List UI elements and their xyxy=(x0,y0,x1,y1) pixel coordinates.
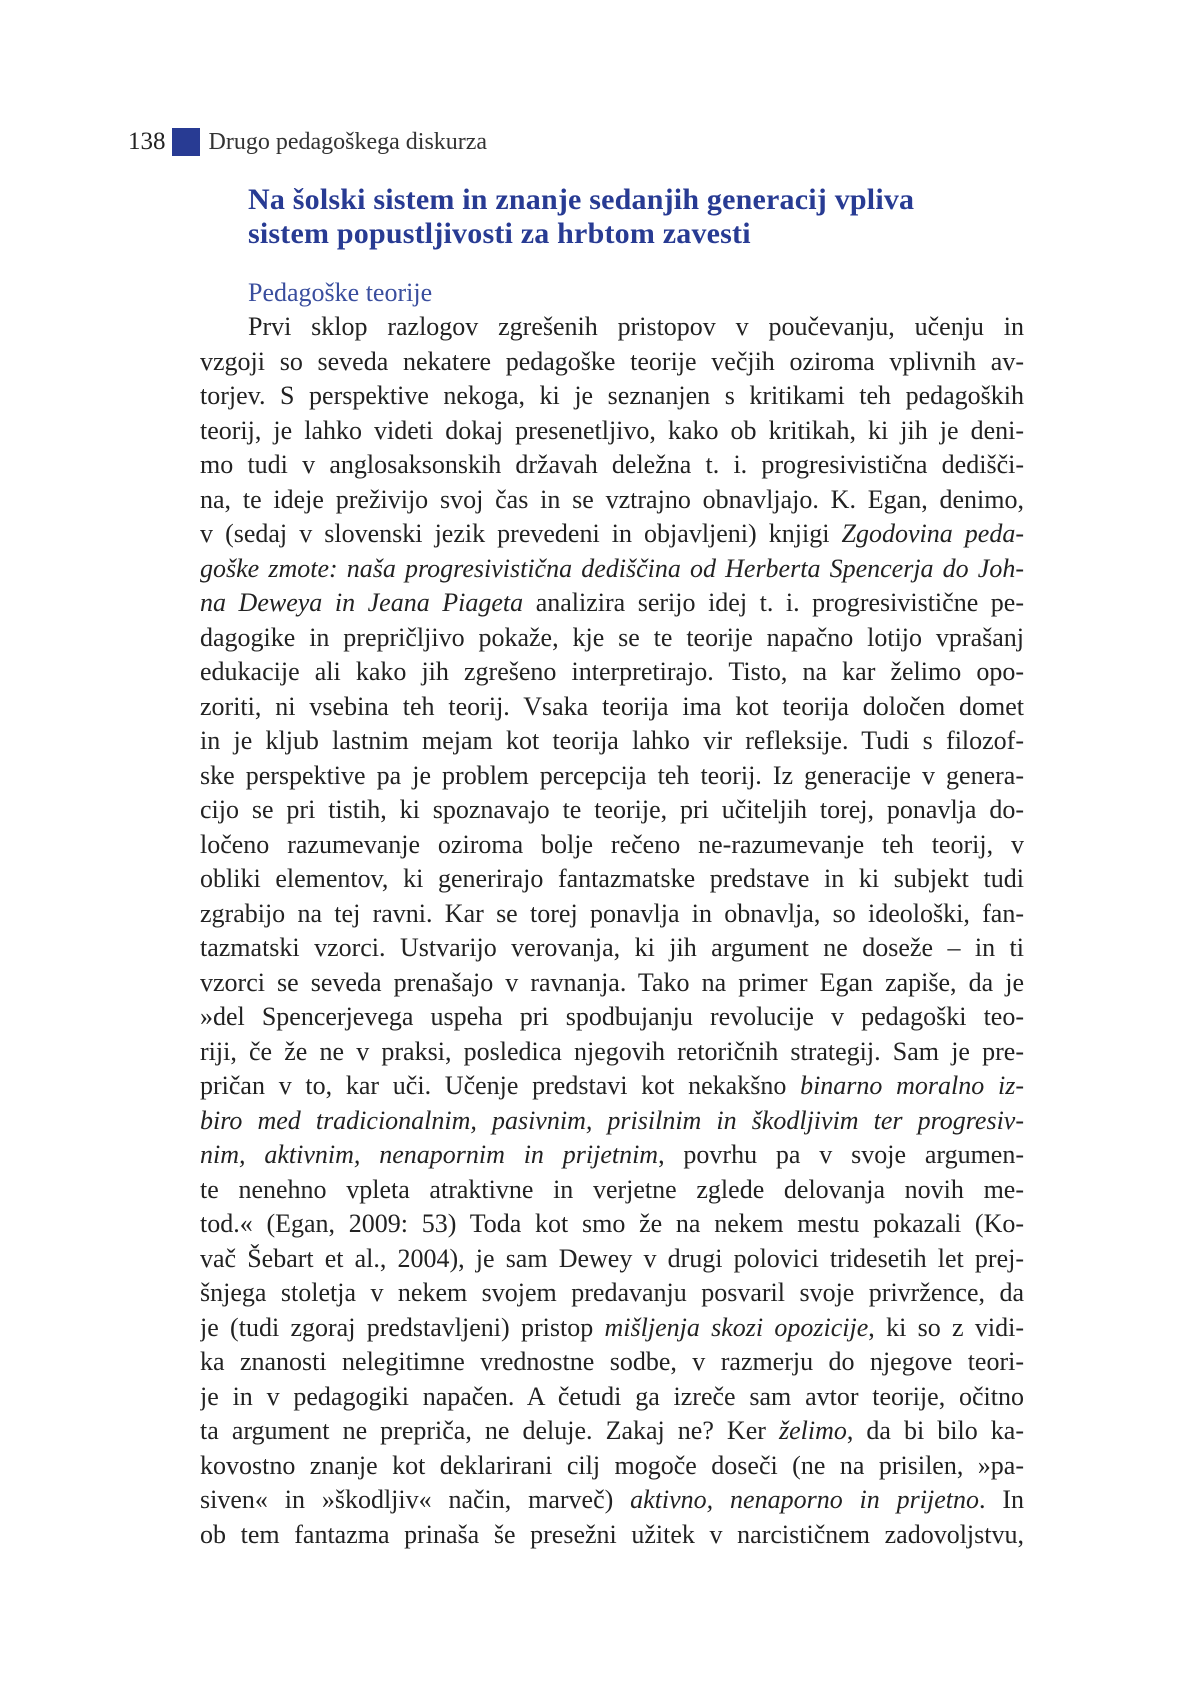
text-line xyxy=(200,1414,1024,1449)
text-run: vač Šebart et al., 2004), je sam Dewey v drugi polovici tridesetih let prej- xyxy=(200,1243,1024,1273)
text-line xyxy=(200,1000,1024,1035)
italic-phrase: nim, aktivnim, nenapornim in prijetnim xyxy=(200,1140,659,1169)
text-run: edukacije ali kako jih zgrešeno interpretirajo. Tisto, na kar želimo opo- xyxy=(200,657,1024,686)
text-line xyxy=(200,1449,1024,1484)
text-line xyxy=(200,1104,1024,1139)
text-line xyxy=(200,1173,1024,1208)
italic-phrase: Zgodovina peda- xyxy=(841,519,1024,548)
text-run: vzorci se seveda prenašajo v ravnanja. Tako na primer Egan zapiše, da je xyxy=(200,967,1024,997)
text-run: ske perspektive pa je problem percepcija teh teorij. Iz generacije v genera- xyxy=(200,760,1024,790)
text-run: te nenehno vpleta atraktivne in verjetne zglede delovanja novih me- xyxy=(200,1174,1024,1204)
section-heading: Pedagoške teorije xyxy=(248,278,433,307)
text-run: Prvi sklop razlogov zgrešenih pristopov v poučevanju, učenju in xyxy=(248,312,1024,341)
text-line xyxy=(200,1311,1024,1346)
italic-phrase: mišljenja skozi opozicije xyxy=(604,1312,869,1342)
text-run: je (tudi zgoraj predstavljeni) pristop xyxy=(200,1312,605,1342)
text-line xyxy=(200,1276,1024,1311)
text-line xyxy=(200,379,1024,414)
text-line xyxy=(200,414,1024,449)
text-run: zgrabijo na tej ravni. Kar se torej ponavlja in obnavlja, so ideološki, fan- xyxy=(200,898,1024,928)
text-line xyxy=(200,759,1024,794)
text-run: , povrhu pa v svoje argumen- xyxy=(658,1140,1024,1169)
text-run: na, te ideje preživijo svoj čas in se vztrajno obnavljajo. K. Egan, denimo, xyxy=(200,484,1024,514)
text-run: pričan v to, kar uči. Učenje predstavi kot nekakšno xyxy=(200,1071,801,1100)
text-run: zoriti, ni vsebina teh teorij. Vsaka teorija ima kot teorija določen domet xyxy=(200,691,1024,721)
text-run: in je kljub lastnim mejam kot teorija lahko vir refleksije. Tudi s filozof- xyxy=(200,726,1024,755)
italic-phrase: aktivno, nenaporno in prijetno xyxy=(630,1485,979,1514)
text-run: teorij, je lahko videti dokaj presenetljivo, kako ob kritikah, ki jih je deni- xyxy=(200,415,1024,445)
text-run: ob tem fantazma prinaša še presežni užitek v narcističnem zadovoljstvu, xyxy=(200,1519,1024,1549)
text-run: mo tudi v anglosaksonskih državah deležna t. i. progresivistična dedišči- xyxy=(200,450,1024,479)
italic-phrase: binarno moralno iz- xyxy=(800,1071,1024,1100)
text-line xyxy=(200,310,1024,345)
running-title: Drugo pedagoškega diskurza xyxy=(208,129,488,155)
text-line xyxy=(200,1380,1024,1415)
italic-phrase: na Deweya in Jeana Piageta xyxy=(200,588,524,617)
chapter-title-line: Na šolski sistem in znanje sedanjih generacij vpliva xyxy=(248,183,915,216)
text-run: . In xyxy=(978,1485,1024,1514)
text-line xyxy=(200,931,1024,966)
text-run: v (sedaj v slovenski jezik prevedeni in objavljeni) knjigi xyxy=(200,519,842,548)
text-run: cijo se pri tistih, ki spoznavajo te teorije, pri učiteljih torej, ponavlja do- xyxy=(200,795,1024,824)
text-line xyxy=(200,1345,1024,1380)
chapter-title-line: sistem popustljivosti za hrbtom zavesti xyxy=(248,217,751,250)
text-line xyxy=(200,1518,1024,1553)
text-line xyxy=(200,448,1024,483)
text-run: tod.« (Egan, 2009: 53) Toda kot smo že na nekem mestu pokazali (Ko- xyxy=(200,1209,1024,1238)
text-run: ta argument ne prepriča, ne deluje. Zakaj ne? Ker xyxy=(200,1416,779,1445)
text-line xyxy=(200,1138,1024,1173)
italic-phrase: želimo xyxy=(778,1416,847,1445)
text-run: tazmatski vzorci. Ustvarijo verovanja, ki jih argument ne doseže – in ti xyxy=(200,933,1024,962)
text-run: dagogike in prepričljivo pokaže, kje se te teorije napačno lotijo vprašanj xyxy=(200,622,1024,652)
text-line xyxy=(200,655,1024,690)
text-line xyxy=(200,724,1024,759)
text-run: »del Spencerjevega uspeha pri spodbujanju revolucije v pedagoški teo- xyxy=(200,1002,1024,1031)
text-line xyxy=(200,586,1024,621)
text-run: analizira serijo idej t. i. progresivistične pe- xyxy=(523,588,1024,617)
running-head xyxy=(128,125,487,159)
text-run: je in v pedagogiki napačen. A četudi ga izreče sam avtor teorije, očitno xyxy=(200,1381,1024,1411)
text-line xyxy=(200,897,1024,932)
text-line xyxy=(200,1242,1024,1277)
text-line xyxy=(200,345,1024,380)
text-line xyxy=(200,552,1024,587)
text-line xyxy=(200,862,1024,897)
text-line xyxy=(200,966,1024,1001)
text-line xyxy=(200,1035,1024,1070)
page-number: 138 xyxy=(128,128,166,155)
text-line xyxy=(200,1069,1024,1104)
text-run: , ki so z vidi- xyxy=(868,1312,1024,1342)
text-line xyxy=(200,517,1024,552)
text-run: torjev. S perspektive nekoga, ki je seznanjen s kritikami teh pedagoških xyxy=(200,381,1024,410)
text-run: ločeno razumevanje oziroma bolje rečeno ne-razumevanje teh teorij, v xyxy=(200,829,1024,859)
text-line xyxy=(200,1207,1024,1242)
text-line xyxy=(200,828,1024,863)
text-line xyxy=(200,483,1024,518)
text-run: ka znanosti nelegitimne vrednostne sodbe, v razmerju do njegove teori- xyxy=(200,1347,1024,1376)
italic-phrase: goške zmote: naša progresivistična dediščina od Herberta Spencerja do Joh- xyxy=(200,553,1024,583)
italic-phrase: biro med tradicionalnim, pasivnim, prisilnim in škodljivim ter progresiv- xyxy=(200,1105,1024,1135)
text-run: šnjega stoletja v nekem svojem predavanju posvaril svoje privržence, da xyxy=(200,1278,1024,1307)
chapter-title xyxy=(248,183,1048,251)
text-run: vzgoji so seveda nekatere pedagoške teorije večjih oziroma vplivnih av- xyxy=(200,346,1024,376)
header-square-marker xyxy=(172,128,200,156)
text-line xyxy=(200,621,1024,656)
body-paragraph xyxy=(200,310,1024,1552)
text-line xyxy=(200,690,1024,725)
text-run: obliki elementov, ki generirajo fantazmatske predstave in ki subjekt tudi xyxy=(200,864,1024,893)
text-run: siven« in »škodljiv« način, marveč) xyxy=(200,1485,631,1514)
text-line xyxy=(200,793,1024,828)
text-run: riji, če že ne v praksi, posledica njegovih retoričnih strategij. Sam je pre- xyxy=(200,1036,1024,1066)
text-line xyxy=(200,1483,1024,1518)
text-run: kovostno znanje kot deklarirani cilj mogoče doseči (ne na prisilen, »pa- xyxy=(200,1450,1024,1480)
text-run: , da bi bilo ka- xyxy=(846,1416,1024,1445)
